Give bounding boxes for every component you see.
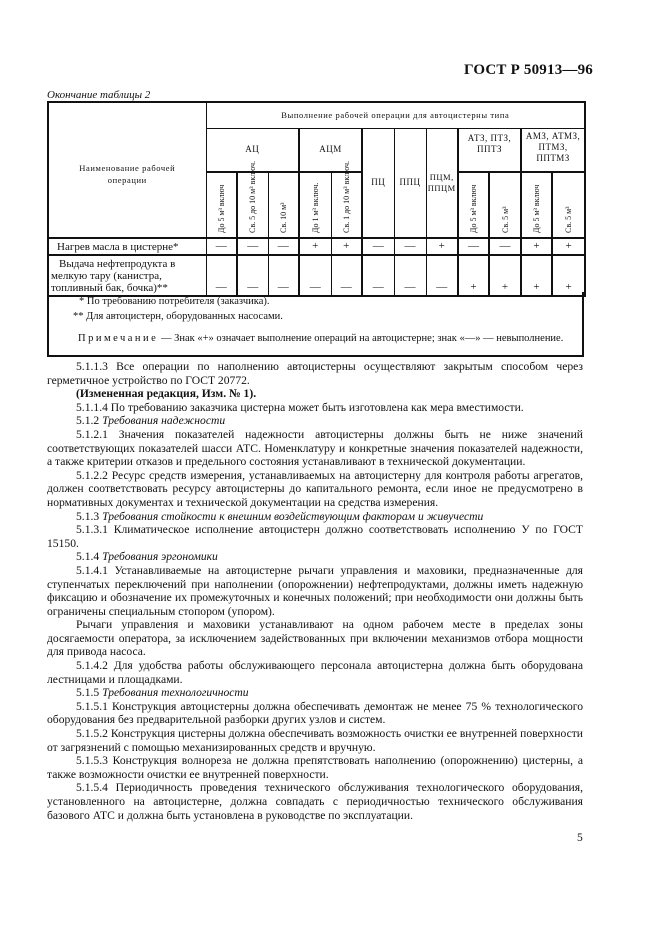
table-caption: Окончание таблицы 2 xyxy=(47,89,151,101)
cell-value: — xyxy=(394,255,426,296)
cell-value: + xyxy=(426,238,458,255)
footnote-1: * По требованию потребителя (заказчика). xyxy=(79,296,270,307)
group-header-amz-text: АМЗ, АТМЗ, ПТМЗ, ППТМЗ xyxy=(525,130,581,163)
operation-name: Выдача нефтепродукта в мелкую тару (канистра, топливный бак, бочка)** xyxy=(48,255,206,296)
subcol-ac-3 xyxy=(268,172,299,238)
cell-value: — xyxy=(394,238,426,255)
operation-name-header-text: Наименование рабочей операции xyxy=(79,163,176,185)
section-title: Требования стойкости к внешним воздействующим факторам и живучести xyxy=(102,509,484,523)
section-title: Требования технологичности xyxy=(102,686,249,700)
group-header-pcm xyxy=(426,128,458,238)
cell-value: — xyxy=(331,255,362,296)
cell-value: — xyxy=(489,238,521,255)
group-header-amz xyxy=(521,128,585,172)
column-header-operation-name xyxy=(48,102,206,238)
section-number: 5.1.5 xyxy=(76,686,103,700)
paragraph: 5.1.5.4 Периодичность проведения технического обслуживания технологического оборудования, установленного на автоцистерне, должна совпадать с периодичностью технического обслуживания базового АТС и должна быть установлена в руководстве по эксплуатации. xyxy=(47,781,583,822)
subcol-acm-2 xyxy=(331,161,362,238)
cell-value: — xyxy=(362,238,394,255)
subcol-ac-1-text: До 5 м³ включ xyxy=(216,184,226,233)
cell-value: — xyxy=(237,255,268,296)
section-number: 5.1.4 xyxy=(76,550,103,564)
subcol-ac-2-text: Св. 5 до 10 м³ включ. xyxy=(248,161,258,233)
group-header-pcm-text: ПЦМ, ППЦМ xyxy=(427,171,456,193)
paragraph: 5.1.5.1 Конструкция автоцистерны должна обеспечивать демонтаж не менее 75 % технологического оборудования без предварительной разборки других узлов и систем. xyxy=(47,699,583,727)
group-header-pc: ПЦ xyxy=(362,128,394,238)
cell-value: + xyxy=(552,255,585,296)
group-header-atz-text: АТЗ, ПТЗ, ППТЗ xyxy=(467,132,512,154)
cell-value: — xyxy=(426,255,458,296)
paragraph: 5.1.4.1 Устанавливаемые на автоцистерне рычаги управления и маховики, предназначенные для ступенчатых переключений при наполнении (опорожнении) нефтепродуктами, должны иметь надежную фиксацию и обозначение их промежуточных и конечных положений; при необходимости они должны быть ограничены специальным стопором (упором). xyxy=(47,563,583,618)
group-header-ppc: ППЦ xyxy=(394,128,426,238)
section-title: Требования эргономики xyxy=(102,550,218,564)
cell-value: + xyxy=(299,238,331,255)
table-footnotes xyxy=(47,292,584,357)
subcol-amz-1-text: До 5 м³ включ xyxy=(532,184,541,233)
subcol-acm-1 xyxy=(299,172,331,238)
operations-table xyxy=(47,101,586,297)
group-header-atz xyxy=(458,128,521,172)
table-note xyxy=(78,333,563,344)
section-number: 5.1.2 xyxy=(76,414,103,428)
cell-value: — xyxy=(237,238,268,255)
cell-value: + xyxy=(521,238,552,255)
paragraph: 5.1.2.1 Значения показателей надежности автоцистерны должны быть не ниже значений соответствующих показателей шасси АТС. Номенклатуру и конкретные значения показателей надежности, а также критерии отказов и предельного состояния устанавливают в технической документации. xyxy=(47,427,583,469)
section-heading xyxy=(47,510,583,524)
page-number: 5 xyxy=(577,832,583,844)
subcol-ac-2 xyxy=(237,161,268,238)
paragraph: 5.1.2.2 Ресурс средств измерения, устанавливаемых на автоцистерну для контроля работы агрегатов, должен соответствовать ресурсу автоцистерны до капитального ремонта, если иное не предусмотрено в нормативных документах и технической документации на средства измерения. xyxy=(47,468,583,509)
paragraph: 5.1.3.1 Климатическое исполнение автоцистерн должно соответствовать исполнению У по ГОСТ 15150. xyxy=(47,523,583,550)
section-number: 5.1.3 xyxy=(76,509,103,523)
subcol-ac-3-text: Св. 10 м³ xyxy=(278,202,288,233)
table-row xyxy=(48,255,585,296)
cell-value: — xyxy=(206,238,237,255)
top-header: Выполнение рабочей операции для автоцистерны типа xyxy=(206,102,585,128)
cell-value: — xyxy=(206,255,237,296)
paragraph: 5.1.5.2 Конструкция цистерны должна обеспечивать возможность очистки ее внутренней поверхности от загрязнений с помощью механизированных средств и вручную. xyxy=(47,727,583,754)
note-label: Примечание xyxy=(78,333,159,344)
subcol-atz-1 xyxy=(458,172,489,238)
cell-value: — xyxy=(268,238,299,255)
cell-value: + xyxy=(458,255,489,296)
subcol-atz-2 xyxy=(489,172,521,238)
subcol-acm-2-text: Св. 1 до 10 м³ включ. xyxy=(341,161,351,233)
cell-value: — xyxy=(268,255,299,296)
cell-value: + xyxy=(489,255,521,296)
paragraph: 5.1.5.3 Конструкция волнореза не должна препятствовать наполнению (опорожнению) цистерны, а также возможности очистки ее внутренней поверхности. xyxy=(47,754,583,781)
paragraph: 5.1.1.3 Все операции по наполнению автоцистерны осуществляют закрытым способом через герметичное устройство по ГОСТ 20772. xyxy=(47,360,583,387)
subcol-ac-1 xyxy=(206,172,237,238)
subcol-atz-1-text: До 5 м³ включ xyxy=(469,184,478,233)
subcol-amz-1 xyxy=(521,172,552,238)
cell-value: — xyxy=(299,255,331,296)
operation-name: Нагрев масла в цистерне* xyxy=(48,238,206,255)
section-heading xyxy=(47,550,583,564)
subcol-atz-2-text: Св. 5 м³ xyxy=(500,206,510,233)
note-text: — Знак «+» означает выполнение операций на автоцистерне; знак «—» — невыполнение. xyxy=(158,333,564,344)
cell-value: + xyxy=(521,255,552,296)
edit-note: (Измененная редакция, Изм. № 1). xyxy=(76,387,257,401)
cell-value: + xyxy=(552,238,585,255)
subcol-amz-2 xyxy=(552,172,585,238)
document-body xyxy=(47,360,583,822)
paragraph: Рычаги управления и маховики устанавливают на одном рабочем месте в пределах зоны досягаемости оператора, за исключением задействованных при включении механизмов отбора мощности для привода насоса. xyxy=(47,618,583,659)
group-header-ac: АЦ xyxy=(206,128,299,172)
section-heading xyxy=(47,414,583,428)
cell-value: — xyxy=(362,255,394,296)
cell-value: — xyxy=(458,238,489,255)
table-row xyxy=(48,238,585,255)
paragraph: 5.1.4.2 Для удобства работы обслуживающего персонала автоцистерна должна быть оборудована лестницами и площадками. xyxy=(47,659,583,686)
section-title: Требования надежности xyxy=(102,414,226,428)
subcol-amz-2-text: Св. 5 м³ xyxy=(564,206,574,233)
subcol-acm-1-text: До 1 м³ включ. xyxy=(310,182,320,233)
cell-value: + xyxy=(331,238,362,255)
document-code: ГОСТ Р 50913—96 xyxy=(463,62,593,78)
section-heading xyxy=(47,686,583,700)
group-header-acm: АЦМ xyxy=(299,128,362,172)
footnote-2: ** Для автоцистерн, оборудованных насосами. xyxy=(73,311,283,322)
paragraph: 5.1.1.4 По требованию заказчика цистерна может быть изготовлена как мера вместимости. xyxy=(76,400,524,414)
